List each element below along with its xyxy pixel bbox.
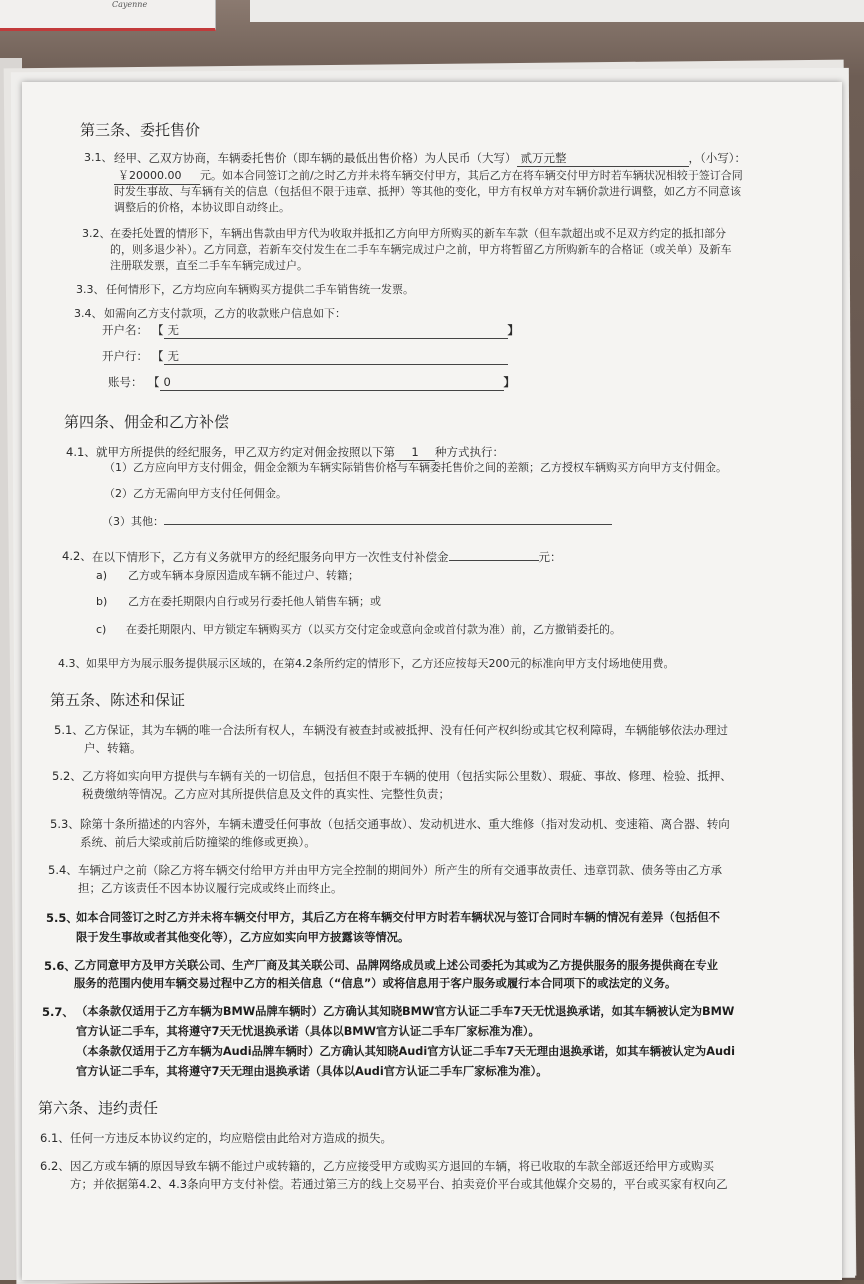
clause-5-7-line-3: （本条款仅适用于乙方车辆为Audi品牌车辆时）乙方确认其知晓Audi官方认证二手车7天无理由退换承诺，如其车辆被认定为Audi: [76, 1045, 735, 1058]
clause-5-2-line-2: 税费缴纳等情况。乙方应对其所提供信息及文件的真实性、完整性负责；: [82, 787, 450, 801]
other-blank: [164, 512, 612, 525]
clause-5-4-line-2: 担；乙方该责任不因本协议履行完成或终止而终止。: [78, 881, 343, 895]
clause-3-3-line-1: 任何情形下，乙方均应向车辆购买方提供二手车销售统一发票。: [106, 283, 414, 296]
condition-c: 在委托期限内、甲方锁定车辆购买方（以买方交付定金或意向金或首付款为准）前，乙方撤销委托的。: [126, 623, 621, 636]
clause-5-3-line-1: 除第十条所描述的内容外，车辆未遭受任何事故（包括交通事故）、发动机进水、重大维修（指对发动机、变速箱、离合器、转向: [80, 817, 730, 831]
clause-number: 3.1、: [84, 151, 113, 164]
clause-5-7-line-4: 官方认证二手车，其将遵守7天无理由退换承诺（具体以Audi官方认证二手车厂家标准为准）。: [76, 1065, 548, 1078]
section-5-title: 第五条、陈述和保证: [50, 691, 186, 709]
bank-label: 开户行：: [102, 349, 148, 363]
clause-number: 4.2、: [62, 549, 92, 563]
contract-page: [22, 82, 842, 1280]
clause-5-4-line-1: 车辆过户之前（除乙方将车辆交付给甲方并由甲方完全控制的期间外）所产生的所有交通事故责任、违章罚款、债务等由乙方承: [78, 863, 722, 877]
bank-value: 无: [164, 348, 508, 365]
amount-in-figures: ￥20000.00: [114, 168, 200, 185]
clause-3-2-line-1: 在委托处置的情形下，车辆出售款由甲方代为收取并抵扣乙方向甲方所购买的新车车款（但车款超出或不足双方约定的抵扣部分: [110, 227, 726, 240]
commission-option-2: （2）乙方无需向甲方支付任何佣金。: [104, 487, 287, 500]
clause-6-2-line-2: 方；并依据第4.2、4.3条向甲方支付补偿。若通过第三方的线上交易平台、拍卖竞价平台或其他媒介交易的，平台或买家有权向乙: [70, 1177, 728, 1191]
clause-number: 4.3、: [58, 657, 87, 670]
commission-option-3: （3）其他：: [102, 512, 612, 530]
section-3-title: 第三条、委托售价: [80, 121, 201, 139]
commission-option-1: （1）乙方应向甲方支付佣金，佣金金额为车辆实际销售价格与车辆委托售价之间的差额；乙方授权车辆购买方向甲方支付佣金。: [104, 461, 727, 474]
top-right-card: [250, 0, 864, 22]
clause-4-1-line-1: 就甲方所提供的经纪服务，甲乙双方约定对佣金按照以下第 1 种方式执行：: [96, 445, 504, 459]
section-6-title: 第六条、违约责任: [38, 1099, 159, 1117]
clause-3-1-line-2: ￥20000.00 元。如本合同签订之前/之时乙方并未将车辆交付甲方，其后乙方在将车辆交付甲方时若车辆状况相较于签订合同: [114, 168, 743, 185]
clause-number: 4.1、: [66, 445, 96, 459]
list-marker: c): [96, 623, 107, 636]
list-marker: b): [96, 595, 108, 608]
clause-5-5-line-1: 如本合同签订之时乙方并未将车辆交付甲方，其后乙方在将车辆交付甲方时若车辆状况与签订合同时车辆的情况有差异（包括但不: [76, 911, 720, 924]
clause-3-4-line-1: 如需向乙方支付款项，乙方的收款账户信息如下：: [104, 307, 346, 320]
clause-number: 5.1、: [54, 723, 84, 737]
clause-4-3-line-1: 如果甲方为展示服务提供展示区域的，在第4.2条所约定的情形下，乙方还应按每天200元的标准向甲方支付场地使用费。: [86, 657, 675, 670]
clause-number: 5.7、: [42, 1005, 74, 1019]
condition-b: 乙方在委托期限内自行或另行委托他人销售车辆；或: [128, 595, 381, 608]
top-card: [0, 0, 216, 31]
clause-6-2-line-1: 因乙方或车辆的原因导致车辆不能过户或转籍的，乙方应接受甲方或购买方退回的车辆，将已收取的车款全部返还给甲方或购买: [70, 1159, 714, 1173]
clause-5-1-line-2: 户、转籍。: [84, 741, 142, 755]
clause-number: 5.5、: [46, 911, 78, 925]
clause-5-2-line-1: 乙方将如实向甲方提供与车辆有关的一切信息，包括但不限于车辆的使用（包括实际公里数）、瑕疵、事故、修理、检验、抵押、: [82, 769, 732, 783]
clause-5-5-line-2: 限于发生事故或者其他变化等），乙方应如实向甲方披露该等情况。: [76, 931, 410, 944]
clause-5-6-line-2: 服务的范围内使用车辆交易过程中乙方的相关信息（“信息”）或将信息用于客户服务或履行本合同项下的或法定的义务。: [74, 977, 677, 990]
clause-3-2-line-3: 注册联发票，直至二手车车辆完成过户。: [110, 259, 308, 272]
account-field: 【 0 】: [148, 375, 515, 389]
clause-5-3-line-2: 系统、前后大梁或前后防撞梁的维修或更换）。: [80, 835, 316, 849]
clause-3-1-line-3: 时发生事故、与车辆有关的信息（包括但不限于违章、抵押）等其他的变化，甲方有权单方对车辆价款进行调整，如乙方不同意该: [114, 185, 741, 198]
clause-number: 3.2、: [82, 227, 111, 240]
payee-label: 开户名：: [102, 323, 148, 337]
bank-field: 【 无: [152, 348, 508, 365]
payee-field: 【 无 】: [152, 323, 519, 337]
clause-6-1-line-1: 任何一方违反本协议约定的，均应赔偿由此给对方造成的损失。: [70, 1131, 392, 1145]
clause-5-6-line-1: 乙方同意甲方及甲方关联公司、生产厂商及其关联公司、品牌网络成员或上述公司委托为其或为乙方提供服务的服务提供商在专业: [74, 959, 718, 972]
clause-3-2-line-2: 的，则多退少补）。乙方同意，若新车交付发生在二手车车辆完成过户之前，甲方将暂留乙方所购新车的合格证（或关单）及新车: [110, 243, 732, 256]
clause-number: 5.6、: [44, 959, 76, 973]
clause-number: 3.3、: [76, 283, 105, 296]
payee-value: 无: [164, 322, 508, 339]
account-value: 0: [160, 374, 504, 391]
clause-number: 5.4、: [48, 863, 78, 877]
clause-3-1-line-4: 调整后的价格，本协议即自动终止。: [114, 201, 290, 214]
clause-number: 6.2、: [40, 1159, 70, 1173]
clause-5-1-line-1: 乙方保证，其为车辆的唯一合法所有权人，车辆没有被查封或被抵押、没有任何产权纠纷或其它权利障碍，车辆能够依法办理过: [84, 723, 728, 737]
top-card-text: Cayenne: [112, 0, 148, 9]
clause-3-1-line-1: 经甲、乙双方协商，车辆委托售价（即车辆的最低出售价格）为人民币（大写） 贰万元整 ，（小写）：: [114, 151, 746, 165]
commission-choice: 1: [395, 444, 435, 461]
amount-in-words: 贰万元整: [517, 150, 689, 167]
list-marker: a): [96, 569, 108, 582]
clause-4-2-line-1: 在以下情形下，乙方有义务就甲方的经纪服务向甲方一次性支付补偿金 元：: [92, 550, 562, 564]
clause-number: 5.2、: [52, 769, 82, 783]
clause-5-7-line-2: 官方认证二手车，其将遵守7天无忧退换承诺（具体以BMW官方认证二手车厂家标准为准）。: [76, 1025, 540, 1038]
clause-5-7-line-1: （本条款仅适用于乙方车辆为BMW品牌车辆时）乙方确认其知晓BMW官方认证二手车7天无忧退换承诺，如其车辆被认定为BMW: [76, 1005, 735, 1018]
account-label: 账号：: [108, 375, 143, 389]
section-4-title: 第四条、佣金和乙方补偿: [64, 413, 230, 431]
clause-number: 6.1、: [40, 1131, 70, 1145]
condition-a: 乙方或车辆本身原因造成车辆不能过户、转籍；: [128, 569, 359, 582]
clause-number: 5.3、: [50, 817, 80, 831]
compensation-blank: [449, 548, 539, 561]
clause-number: 3.4、: [74, 307, 103, 320]
